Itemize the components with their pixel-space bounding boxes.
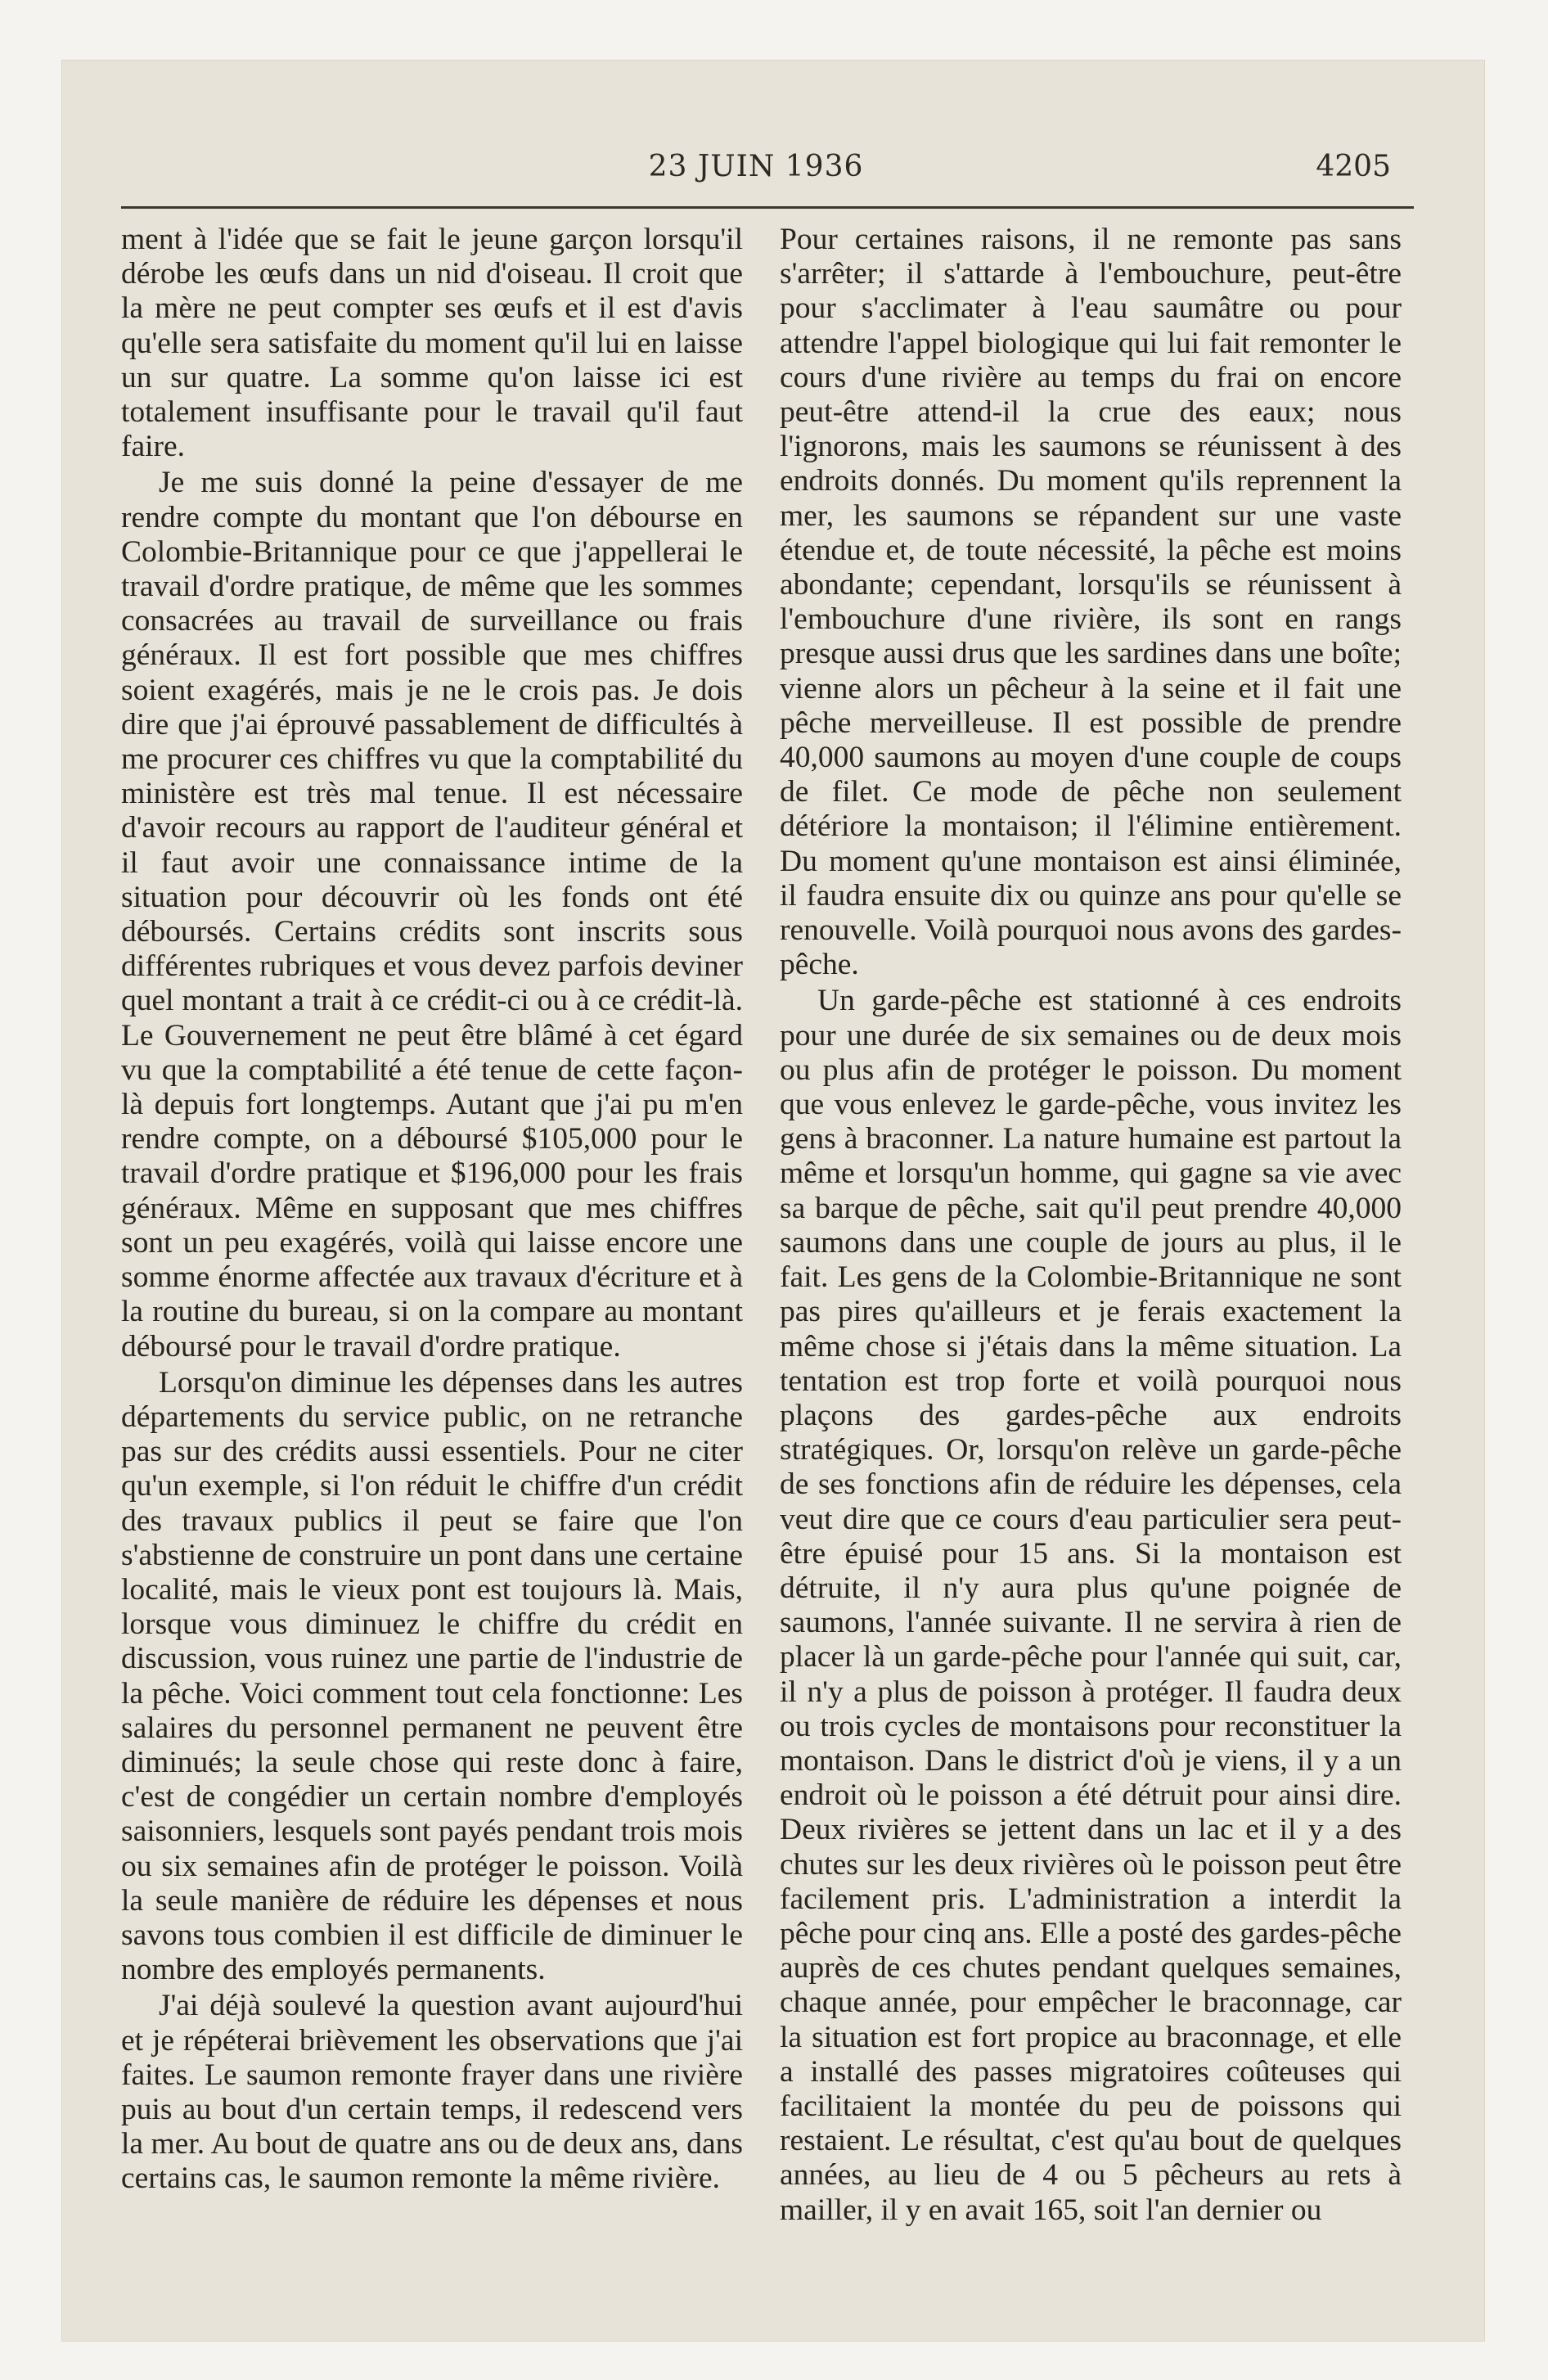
page-number: 4205 [1316, 150, 1391, 183]
paragraph: Lorsqu'on diminue les dépenses dans les autres départements du service public, on ne retranche pas sur des crédits aussi essentiels. Pour ne citer qu'un exemple, si l'on réduit le chiffre d'un crédit des travaux publics il peut se faire que l'on s'abstienne de construire un pont dans une certaine localité, mais le vieux pont est toujours là. Mais, lorsque vous diminuez le chiffre du crédit en discussion, vous ruinez une partie de l'industrie de la pêche. Voici comment tout cela fonctionne: Les salaires du personnel permanent ne peuvent être diminués; la seule chose qui reste donc à faire, c'est de congédier un certain nombre d'employés saisonniers, lesquels sont payés pendant trois mois ou six semaines afin de protéger le poisson. Voilà la seule manière de réduire les dépenses et nous savons tous combien il est difficile de diminuer le nombre des employés permanents. [121, 1365, 743, 1987]
left-column [121, 223, 743, 2285]
paragraph: Je me suis donné la peine d'essayer de me rendre compte du montant que l'on débourse en Colombie-Britannique pour ce que j'appellerai le travail d'ordre pratique, de même que les sommes consacrées au travail de surveillance ou frais généraux. Il est fort possible que mes chiffres soient exagérés, mais je ne le crois pas. Je dois dire que j'ai éprouvé passablement de difficultés à me procurer ces chiffres vu que la comptabilité du ministère est très mal tenue. Il est nécessaire d'avoir recours au rapport de l'auditeur général et il faut avoir une connaissance intime de la situation pour découvrir où les fonds ont été déboursés. Certains crédits sont inscrits sous différentes rubriques et vous devez parfois deviner quel montant a trait à ce crédit-ci ou à ce crédit-là. Le Gouvernement ne peut être blâmé à cet égard vu que la comptabilité a été tenue de cette façon-là depuis fort longtemps. Autant que j'ai pu m'en rendre compte, on a déboursé $105,000 pour le travail d'ordre pratique et $196,000 pour les frais généraux. Même en supposant que mes chiffres sont un peu exagérés, voilà qui laisse encore une somme énorme affectée aux travaux d'écriture et à la routine du bureau, si on la compare au montant déboursé pour le travail d'ordre pratique. [121, 466, 743, 1364]
paragraph: Pour certaines raisons, il ne remonte pas sans s'arrêter; il s'attarde à l'embouchure, peut-être pour s'acclimater à l'eau saumâtre ou pour attendre l'appel biologique qui lui fait remonter le cours d'une rivière au temps du frai on encore peut-être attend-il la crue des eaux; nous l'ignorons, mais les saumons se réunissent à des endroits donnés. Du moment qu'ils reprennent la mer, les saumons se répandent sur une vaste étendue et, de toute nécessité, la pêche est moins abondante; cependant, lorsqu'ils se réunissent à l'embouchure d'une rivière, ils sont en rangs presque aussi drus que les sardines dans une boîte; vienne alors un pêcheur à la seine et il fait une pêche merveilleuse. Il est possible de prendre 40,000 saumons au moyen d'une couple de coups de filet. Ce mode de pêche non seulement détériore la montaison; il l'élimine entièrement. Du moment qu'une montaison est ainsi éliminée, il faudra ensuite dix ou quinze ans pour qu'elle se renouvelle. Voilà pourquoi nous avons des gardes-pêche. [780, 223, 1402, 982]
paragraph: ment à l'idée que se fait le jeune garçon lorsqu'il dérobe les œufs dans un nid d'oiseau. Il croit que la mère ne peut compter ses œufs et il est d'avis qu'elle sera satisfaite du moment qu'il lui en laisse un sur quatre. La somme qu'on laisse ici est totalement insuffisante pour le travail qu'il faut faire. [121, 223, 743, 464]
header-rule [121, 206, 1414, 209]
paragraph: Un garde-pêche est stationné à ces endroits pour une durée de six semaines ou de deux mois ou plus afin de protéger le poisson. Du moment que vous enlevez le garde-pêche, vous invitez les gens à braconner. La nature humaine est partout la même et lorsqu'un homme, qui gagne sa vie avec sa barque de pêche, sait qu'il peut prendre 40,000 saumons dans une couple de jours au plus, il le fait. Les gens de la Colombie-Britannique ne sont pas pires qu'ailleurs et je ferais exactement la même chose si j'étais dans la même situation. La tentation est trop forte et voilà pourquoi nous plaçons des gardes-pêche aux endroits stratégiques. Or, lorsqu'on relève un garde-pêche de ses fonctions afin de réduire les dépenses, cela veut dire que ce cours d'eau particulier sera peut-être épuisé pour 15 ans. Si la montaison est détruite, il n'y aura plus qu'une poignée de saumons, l'année suivante. Il ne servira à rien de placer là un garde-pêche pour l'année qui suit, car, il n'y a plus de poisson à protéger. Il faudra deux ou trois cycles de montaisons pour reconstituer la montaison. Dans le district d'où je viens, il y a un endroit où le poisson a été détruit pour ainsi dire. Deux rivières se jettent dans un lac et il y a des chutes sur les deux rivières où le poisson peut être facilement pris. L'administration a interdit la pêche pour cinq ans. Elle a posté des gardes-pêche auprès de ces chutes pendant quelques semaines, chaque année, pour empêcher le braconnage, car la situation est fort propice au braconnage, et elle a installé des passes migratoires coûteuses qui facilitaient la montée du peu de poissons qui restaient. Le résultat, c'est qu'au bout de quelques années, au lieu de 4 ou 5 pêcheurs au rets à mailler, il y en avait 165, soit l'an dernier ou [780, 984, 1402, 2227]
page-date: 23 JUIN 1936 [648, 150, 864, 183]
right-column [780, 223, 1402, 2285]
page-header [121, 150, 1391, 191]
paragraph: J'ai déjà soulevé la question avant aujourd'hui et je répéterai brièvement les observations que j'ai faites. Le saumon remonte frayer dans une rivière puis au bout d'un certain temps, il redescend vers la mer. Au bout de quatre ans ou de deux ans, dans certains cas, le saumon remonte la même rivière. [121, 1989, 743, 2196]
